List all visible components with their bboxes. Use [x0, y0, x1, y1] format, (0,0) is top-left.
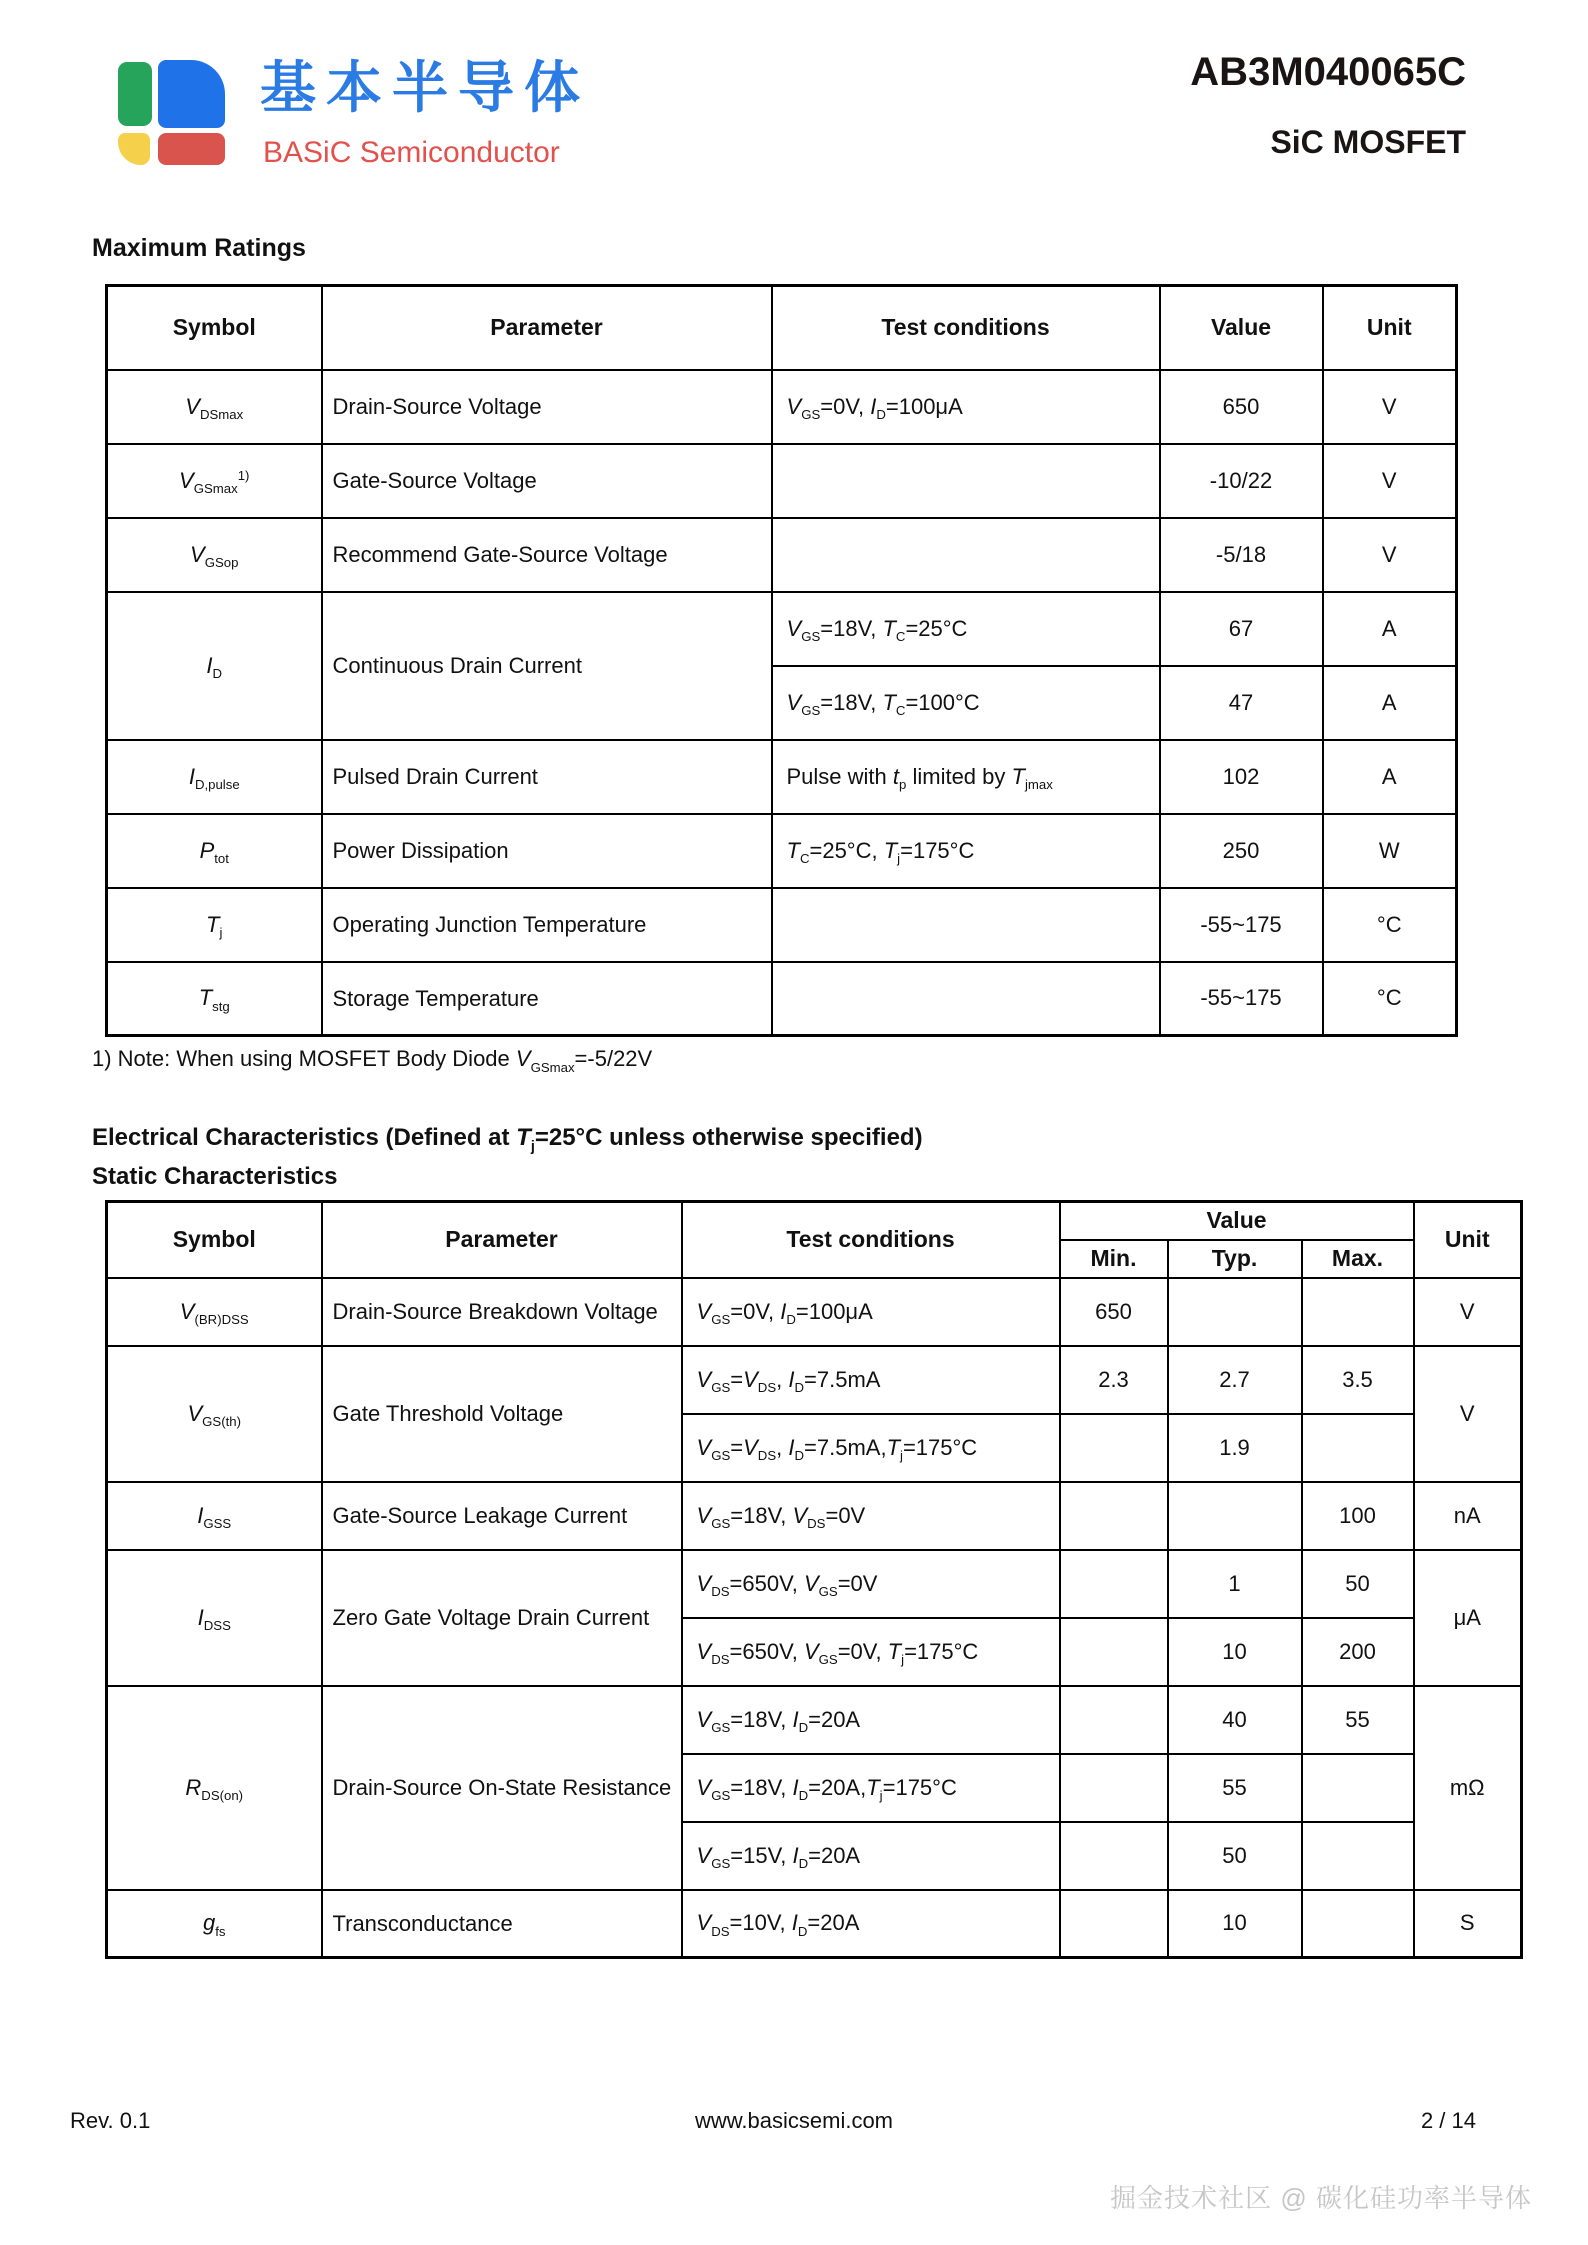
max-cell: 200 — [1302, 1618, 1414, 1686]
symbol-cell: $I_{DSS}$ — [107, 1550, 322, 1686]
condition-cell: $V_{GS}=0V$, $I_D=100\mu A$ — [682, 1278, 1060, 1346]
parameter-cell: Drain-Source Voltage — [322, 370, 772, 444]
static-characteristics-row — [107, 1550, 1522, 1618]
condition-cell — [772, 444, 1160, 518]
max-ratings-row — [107, 370, 1457, 444]
value-cell: -55~175 — [1160, 962, 1323, 1036]
condition-cell: $V_{DS}=650V$, $V_{GS}=0V$ — [682, 1550, 1060, 1618]
condition-cell: $V_{DS}=10V$, $I_D=20A$ — [682, 1890, 1060, 1958]
symbol-cell: $I_{D,pulse}$ — [107, 740, 322, 814]
min-cell — [1060, 1686, 1168, 1754]
condition-cell: $V_{GS}=15V$, $I_D=20A$ — [682, 1822, 1060, 1890]
min-cell — [1060, 1822, 1168, 1890]
parameter-cell: Gate-Source Leakage Current — [322, 1482, 682, 1550]
symbol-cell: $V_{DSmax}$ — [107, 370, 322, 444]
unit-cell: V — [1414, 1278, 1522, 1346]
col-header-unit: Unit — [1414, 1202, 1522, 1278]
symbol-cell: $V_{GSop}$ — [107, 518, 322, 592]
condition-cell: $V_{DS}=650V$, $V_{GS}=0V$, $T_j=175^\circ C$ — [682, 1618, 1060, 1686]
watermark-text: 掘金技术社区 @ 碳化硅功率半导体 — [1110, 2183, 1532, 2213]
maximum-ratings-body — [107, 370, 1457, 1036]
electrical-characteristics-line1: Electrical Characteristics (Defined at $T_j=25^\circ C$ unless otherwise specified) — [92, 1124, 923, 1156]
max-cell: 100 — [1302, 1482, 1414, 1550]
unit-cell: nA — [1414, 1482, 1522, 1550]
unit-cell: A — [1323, 666, 1457, 740]
max-cell: 50 — [1302, 1550, 1414, 1618]
static-characteristics-row — [107, 1278, 1522, 1346]
unit-cell: mΩ — [1414, 1686, 1522, 1890]
col-header-symbol: Symbol — [107, 1202, 322, 1278]
unit-cell: °C — [1323, 962, 1457, 1036]
symbol-cell: $T_{stg}$ — [107, 962, 322, 1036]
condition-cell: $V_{GS}=18V$, $V_{DS}=0V$ — [682, 1482, 1060, 1550]
logo-blue-tile — [158, 60, 225, 128]
brand-name-chinese: 基本半导体 — [260, 56, 590, 119]
min-cell: 650 — [1060, 1278, 1168, 1346]
value-cell: 650 — [1160, 370, 1323, 444]
value-cell: 47 — [1160, 666, 1323, 740]
parameter-cell: Drain-Source Breakdown Voltage — [322, 1278, 682, 1346]
condition-cell: $V_{GS}=18V$, $T_C=25^\circ C$ — [772, 592, 1160, 666]
logo-yellow-tile — [118, 133, 150, 165]
typ-cell: 1.9 — [1168, 1414, 1302, 1482]
unit-cell: μA — [1414, 1550, 1522, 1686]
symbol-cell: $R_{DS(on)}$ — [107, 1686, 322, 1890]
brand-name-english: BASiC Semiconductor — [263, 136, 560, 169]
typ-cell: 50 — [1168, 1822, 1302, 1890]
value-cell: -10/22 — [1160, 444, 1323, 518]
electrical-characteristics-heading — [92, 1120, 923, 1194]
condition-cell: $T_C=25^\circ C$, $T_j=175^\circ C$ — [772, 814, 1160, 888]
static-characteristics-row — [107, 1482, 1522, 1550]
table-header-row — [107, 1202, 1522, 1240]
col-header-conditions: Test conditions — [682, 1202, 1060, 1278]
logo-green-tile — [118, 62, 152, 126]
col-header-value: Value — [1060, 1202, 1414, 1240]
condition-cell: $V_{GS}=V_{DS}$, $I_D=7.5mA$ — [682, 1346, 1060, 1414]
page-number: 2 / 14 — [1420, 2108, 1476, 2133]
static-characteristics-body — [107, 1278, 1522, 1958]
symbol-cell: $I_{GSS}$ — [107, 1482, 322, 1550]
max-ratings-row — [107, 888, 1457, 962]
col-header-parameter: Parameter — [322, 286, 772, 370]
symbol-cell: $V_{(BR)DSS}$ — [107, 1278, 322, 1346]
max-cell — [1302, 1278, 1414, 1346]
typ-cell — [1168, 1278, 1302, 1346]
maximum-ratings-table — [105, 284, 1458, 1037]
condition-cell — [772, 518, 1160, 592]
value-cell: 102 — [1160, 740, 1323, 814]
device-type: SiC MOSFET — [1270, 124, 1466, 160]
revision-label: Rev. 0.1 — [70, 2108, 151, 2133]
col-header-parameter: Parameter — [322, 1202, 682, 1278]
typ-cell: 1 — [1168, 1550, 1302, 1618]
condition-cell — [772, 962, 1160, 1036]
static-characteristics-row — [107, 1890, 1522, 1958]
min-cell: 2.3 — [1060, 1346, 1168, 1414]
unit-cell: W — [1323, 814, 1457, 888]
maximum-ratings-heading: Maximum Ratings — [92, 234, 306, 262]
col-header-max: Max. — [1302, 1240, 1414, 1278]
company-logo-icon — [118, 60, 225, 165]
min-cell — [1060, 1482, 1168, 1550]
symbol-cell: $I_D$ — [107, 592, 322, 740]
typ-cell: 10 — [1168, 1618, 1302, 1686]
symbol-cell: $T_j$ — [107, 888, 322, 962]
value-cell: 67 — [1160, 592, 1323, 666]
condition-cell: $V_{GS}=18V$, $I_D=20A$ — [682, 1686, 1060, 1754]
min-cell — [1060, 1890, 1168, 1958]
max-cell — [1302, 1822, 1414, 1890]
unit-cell: A — [1323, 740, 1457, 814]
value-cell: -5/18 — [1160, 518, 1323, 592]
parameter-cell: Gate-Source Voltage — [322, 444, 772, 518]
static-characteristics-row — [107, 1686, 1522, 1754]
parameter-cell: Continuous Drain Current — [322, 592, 772, 740]
col-header-conditions: Test conditions — [772, 286, 1160, 370]
symbol-cell: $g_{fs}$ — [107, 1890, 322, 1958]
part-number: AB3M040065C — [1190, 50, 1466, 94]
max-ratings-row — [107, 444, 1457, 518]
typ-cell: 40 — [1168, 1686, 1302, 1754]
col-header-typ: Typ. — [1168, 1240, 1302, 1278]
parameter-cell: Pulsed Drain Current — [322, 740, 772, 814]
col-header-unit: Unit — [1323, 286, 1457, 370]
symbol-cell: $P_{tot}$ — [107, 814, 322, 888]
parameter-cell: Gate Threshold Voltage — [322, 1346, 682, 1482]
min-cell — [1060, 1754, 1168, 1822]
unit-cell: V — [1414, 1346, 1522, 1482]
max-cell — [1302, 1890, 1414, 1958]
value-cell: 250 — [1160, 814, 1323, 888]
unit-cell: V — [1323, 518, 1457, 592]
parameter-cell: Drain-Source On-State Resistance — [322, 1686, 682, 1890]
col-header-min: Min. — [1060, 1240, 1168, 1278]
unit-cell: °C — [1323, 888, 1457, 962]
typ-cell: 10 — [1168, 1890, 1302, 1958]
static-characteristics-row — [107, 1346, 1522, 1414]
typ-cell: 2.7 — [1168, 1346, 1302, 1414]
max-ratings-row — [107, 814, 1457, 888]
static-characteristics-table — [105, 1200, 1523, 1959]
condition-cell: $V_{GS}=18V$, $T_C=100^\circ C$ — [772, 666, 1160, 740]
logo-red-tile — [158, 133, 225, 165]
col-header-symbol: Symbol — [107, 286, 322, 370]
max-cell: 3.5 — [1302, 1346, 1414, 1414]
unit-cell: S — [1414, 1890, 1522, 1958]
electrical-characteristics-line2: Static Characteristics — [92, 1163, 338, 1190]
unit-cell: V — [1323, 444, 1457, 518]
max-cell — [1302, 1754, 1414, 1822]
col-header-value: Value — [1160, 286, 1323, 370]
max-ratings-row — [107, 592, 1457, 666]
max-cell: 55 — [1302, 1686, 1414, 1754]
condition-cell — [772, 888, 1160, 962]
max-cell — [1302, 1414, 1414, 1482]
parameter-cell: Transconductance — [322, 1890, 682, 1958]
typ-cell — [1168, 1482, 1302, 1550]
condition-cell: $V_{GS}=18V$, $I_D=20A,T_j=175^\circ C$ — [682, 1754, 1060, 1822]
condition-cell: $V_{GS}=0V$, $I_D=100\mu A$ — [772, 370, 1160, 444]
unit-cell: A — [1323, 592, 1457, 666]
value-cell: -55~175 — [1160, 888, 1323, 962]
max-ratings-row — [107, 518, 1457, 592]
typ-cell: 55 — [1168, 1754, 1302, 1822]
min-cell — [1060, 1618, 1168, 1686]
website-url: www.basicsemi.com — [694, 2108, 894, 2133]
condition-cell: Pulse with $t_p$ limited by $T_{jmax}$ — [772, 740, 1160, 814]
condition-cell: $V_{GS}=V_{DS}$, $I_D=7.5mA,T_j=175^\circ C$ — [682, 1414, 1060, 1482]
unit-cell: V — [1323, 370, 1457, 444]
parameter-cell: Recommend Gate-Source Voltage — [322, 518, 772, 592]
max-ratings-row — [107, 740, 1457, 814]
parameter-cell: Operating Junction Temperature — [322, 888, 772, 962]
symbol-cell: $V_{GSmax}^{1)}$ — [107, 444, 322, 518]
parameter-cell: Power Dissipation — [322, 814, 772, 888]
symbol-cell: $V_{GS(th)}$ — [107, 1346, 322, 1482]
parameter-cell: Storage Temperature — [322, 962, 772, 1036]
table-header-row — [107, 286, 1457, 370]
max-ratings-row — [107, 962, 1457, 1036]
min-cell — [1060, 1550, 1168, 1618]
min-cell — [1060, 1414, 1168, 1482]
footnote: 1) Note: When using MOSFET Body Diode $V_{GSmax}=-5/22V$ — [92, 1046, 653, 1075]
parameter-cell: Zero Gate Voltage Drain Current — [322, 1550, 682, 1686]
